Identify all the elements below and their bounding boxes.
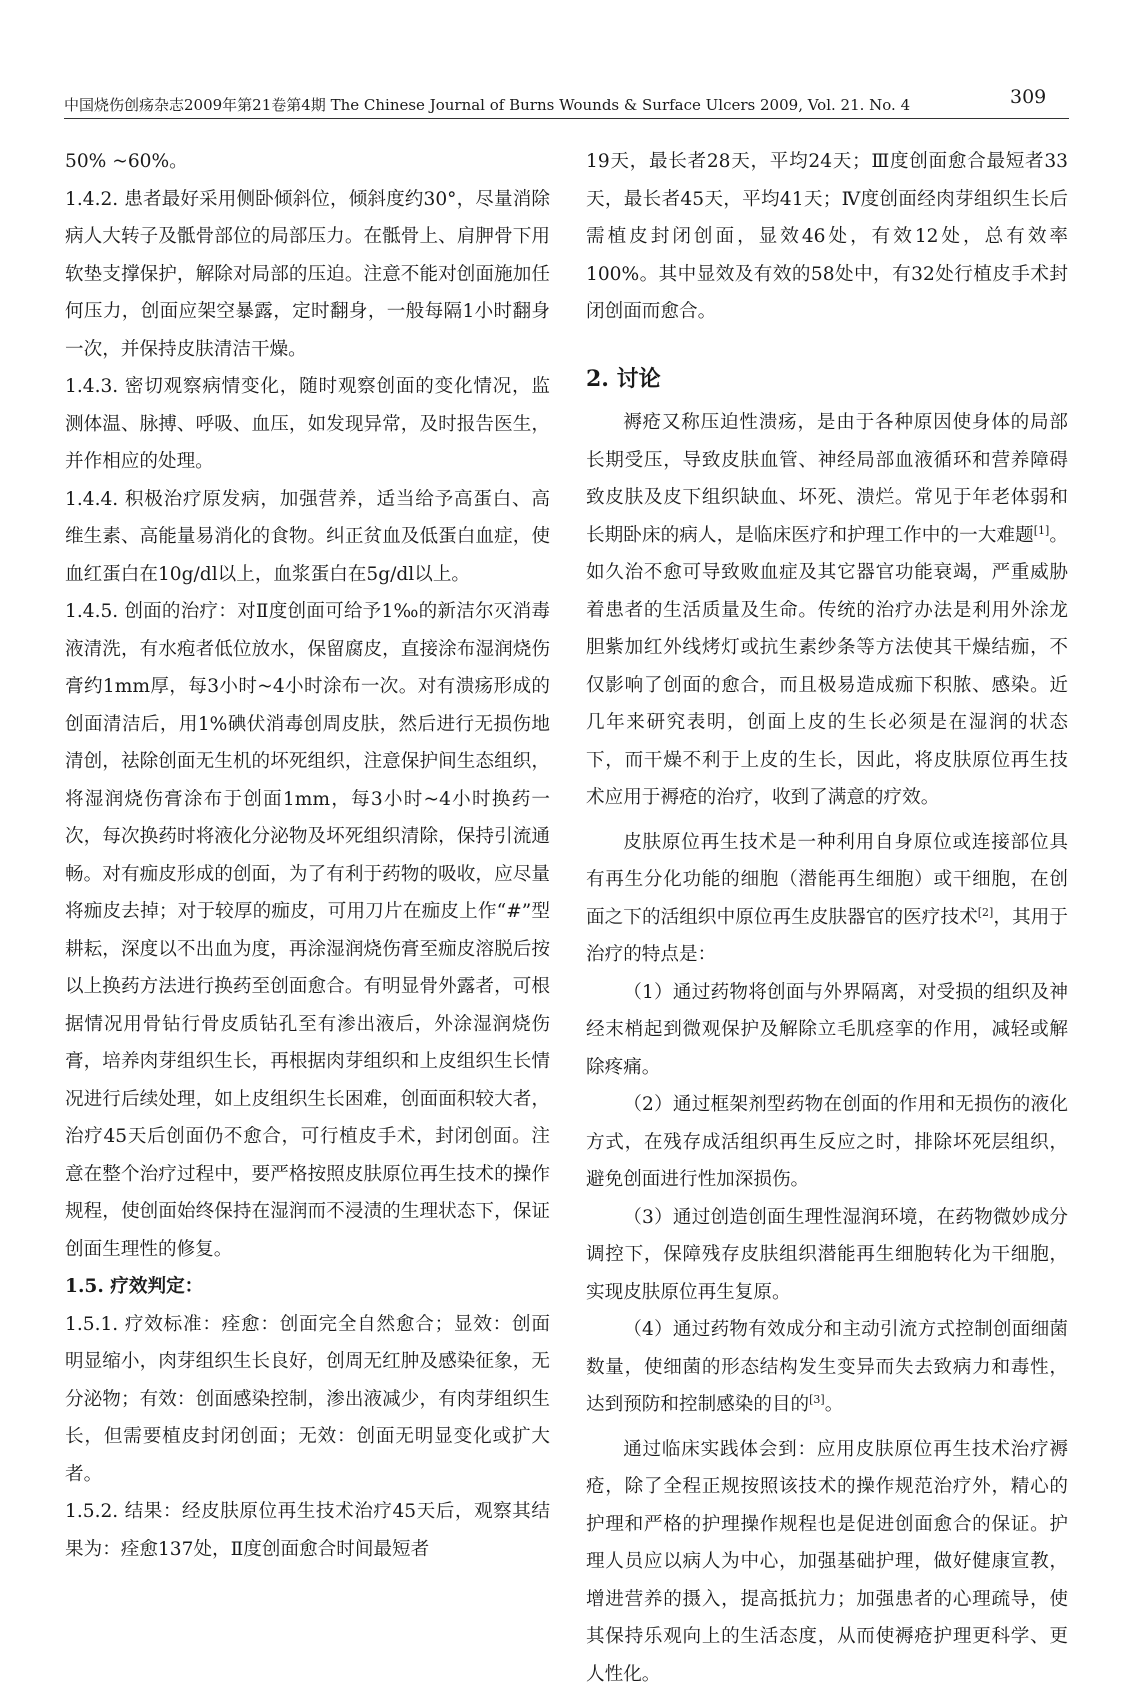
paragraph: 1.5.2. 结果：经皮肤原位再生技术治疗45天后，观察其结果为：痊愈137处，Ⅱ度创面愈合时间最短者 (65, 1493, 550, 1568)
text: （4）通过药物有效成分和主动引流方式控制创面细菌数量，使细菌的形态结构发生变异而失去致病力和毒性，达到预防和控制感染的目的 (586, 1319, 1068, 1415)
citation: [3] (809, 1393, 825, 1406)
list-item (586, 1311, 1068, 1424)
paragraph: 1.4.5. 创面的治疗：对Ⅱ度创面可给予1‰的新洁尔灭消毒液清洗，有水疱者低位放水，保留腐皮，直接涂布湿润烧伤膏约1mm厚，每3小时~4小时涂布一次。对有溃疡形成的创面清洁后，用1%碘伏消毒创周皮肤，然后进行无损伤地清创，祛除创面无生机的坏死组织，注意保护间生态组织，将湿润烧伤膏涂布于创面1mm，每3小时~4小时换药一次，每次换药时将液化分泌物及坏死组织清除，保持引流通畅。对有痂皮形成的创面，为了有利于药物的吸收，应尽量将痂皮去掉；对于较厚的痂皮，可用刀片在痂皮上作“#”型耕耘，深度以不出血为度，再涂湿润烧伤膏至痂皮溶脱后按以上换药方法进行换药至创面愈合。有明显骨外露者，可根据情况用骨钻行骨皮质钻孔至有渗出液后，外涂湿润烧伤膏，培养肉芽组织生长，再根据肉芽组织和上皮组织生长情况进行后续处理，如上皮组织生长困难，创面面积较大者，治疗45天后创面仍不愈合，可行植皮手术，封闭创面。注意在整个治疗过程中，要严格按照皮肤原位再生技术的操作规程，使创面始终保持在湿润而不浸渍的生理状态下，保证创面生理性的修复。 (65, 593, 550, 1268)
paragraph: 1.4.3. 密切观察病情变化，随时观察创面的变化情况，监测体温、脉搏、呼吸、血压，如发现异常，及时报告医生，并作相应的处理。 (65, 368, 550, 481)
right-column (586, 143, 1068, 1693)
list-item: （1）通过药物将创面与外界隔离，对受损的组织及神经末梢起到微观保护及解除立毛肌痉挛的作用，减轻或解除疼痛。 (586, 974, 1068, 1087)
header-rule (64, 118, 1069, 119)
paragraph (586, 824, 1068, 974)
paragraph: 1.5.1. 疗效标准：痊愈：创面完全自然愈合；显效：创面明显缩小，肉芽组织生长良好，创周无红肿及感染征象，无分泌物；有效：创面感染控制，渗出液减少，有肉芽组织生长，但需要植皮封闭创面；无效：创面无明显变化或扩大者。 (65, 1306, 550, 1494)
paragraph: 通过临床实践体会到：应用皮肤原位再生技术治疗褥疮，除了全程正规按照该技术的操作规范治疗外，精心的护理和严格的护理操作规程也是促进创面愈合的保证。护理人员应以病人为中心，加强基础护理，做好健康宣教，增进营养的摄入，提高抵抗力；加强患者的心理疏导，使其保持乐观向上的生活态度，从而使褥疮护理更科学、更人性化。 (586, 1431, 1068, 1693)
citation: [2] (978, 906, 994, 919)
paragraph (586, 404, 1068, 817)
citation: [1] (1034, 524, 1050, 537)
paragraph: 19天，最长者28天，平均24天；Ⅲ度创面愈合最短者33天，最长者45天，平均41天；Ⅳ度创面经肉芽组织生长后需植皮封闭创面，显效46处，有效12处，总有效率100%。其中显效及有效的58处中，有32处行植皮手术封闭创面而愈合。 (586, 143, 1068, 331)
text: 。 (825, 1394, 844, 1415)
section-heading: 2. 讨论 (586, 361, 1068, 399)
list-item: （3）通过创造创面生理性湿润环境，在药物微妙成分调控下，保障残存皮肤组织潜能再生细胞转化为干细胞，实现皮肤原位再生复原。 (586, 1199, 1068, 1312)
text: 褥疮又称压迫性溃疡，是由于各种原因使身体的局部长期受压，导致皮肤血管、神经局部血液循环和营养障碍致皮肤及皮下组织缺血、坏死、溃烂。常见于年老体弱和长期卧床的病人，是临床医疗和护理工作中的一大难题 (586, 412, 1068, 546)
text: 皮肤原位再生技术是一种利用自身原位或连接部位具有再生分化功能的细胞（潜能再生细胞）或干细胞，在创面之下的活组织中原位再生皮肤器官的医疗技术 (586, 832, 1068, 928)
page-number: 309 (1010, 86, 1046, 108)
section-heading: 1.5. 疗效判定： (65, 1268, 550, 1306)
list-item: （2）通过框架剂型药物在创面的作用和无损伤的液化方式，在残存成活组织再生反应之时，排除坏死层组织，避免创面进行性加深损伤。 (586, 1086, 1068, 1199)
paragraph: 1.4.2. 患者最好采用侧卧倾斜位，倾斜度约30°，尽量消除病人大转子及骶骨部位的局部压力。在骶骨上、肩胛骨下用软垫支撑保护，解除对局部的压迫。注意不能对创面施加任何压力，创面应架空暴露，定时翻身，一般每隔1小时翻身一次，并保持皮肤清洁干燥。 (65, 181, 550, 369)
text: ，其用于治疗的特点是： (586, 907, 1068, 966)
running-head: 中国烧伤创疡杂志2009年第21卷第4期 The Chinese Journal of Burns Wounds & Surface Ulcers 2009, Vol. 21. No. 4 (64, 96, 1064, 114)
text: 。如久治不愈可导致败血症及其它器官功能衰竭，严重威胁着患者的生活质量及生命。传统的治疗办法是利用外涂龙胆紫加红外线烤灯或抗生素纱条等方法使其干燥结痂，不仅影响了创面的愈合，而且极易造成痂下积脓、感染。近几年来研究表明，创面上皮的生长必须是在湿润的状态下，而干燥不利于上皮的生长，因此，将皮肤原位再生技术应用于褥疮的治疗，收到了满意的疗效。 (586, 525, 1068, 809)
paragraph: 1.4.4. 积极治疗原发病，加强营养，适当给予高蛋白、高维生素、高能量易消化的食物。纠正贫血及低蛋白血症，使血红蛋白在10g/dl以上，血浆蛋白在5g/dl以上。 (65, 481, 550, 594)
paragraph: 50% ~60%。 (65, 143, 550, 181)
left-column (65, 143, 550, 1568)
